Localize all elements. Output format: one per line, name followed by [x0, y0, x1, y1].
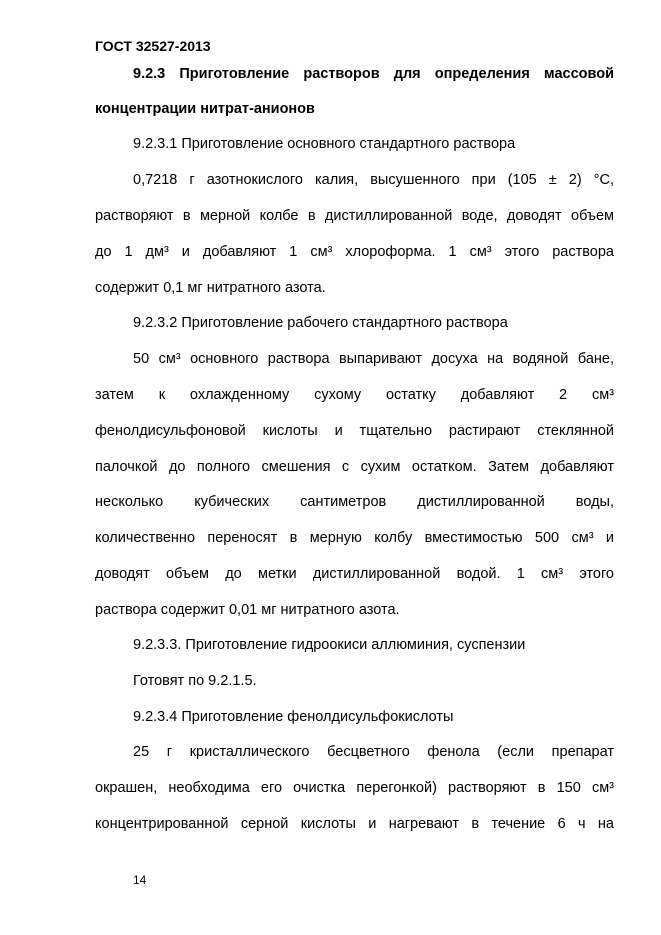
subsection-heading: 9.2.3.3. Приготовление гидроокиси аллюминия, суспензии [133, 637, 526, 653]
paragraph-line: раствора содержит 0,01 мг нитратного азота. [95, 602, 400, 618]
paragraph-line: количественно переносят в мерную колбу вместимостью 500 см³ и [95, 530, 614, 546]
paragraph-line: 50 см³ основного раствора выпаривают досуха на водяной бане, [133, 351, 614, 367]
subsection-heading: 9.2.3.1 Приготовление основного стандартного раствора [133, 136, 516, 152]
page-number: 14 [133, 873, 147, 887]
section-heading-line-2: концентрации нитрат-анионов [95, 101, 315, 117]
paragraph-line: растворяют в мерной колбе в дистиллированной воде, доводят объем [95, 208, 614, 224]
paragraph-line: 0,7218 г азотнокислого калия, высушенного при (105 ± 2) °С, [133, 172, 614, 188]
paragraph-line: до 1 дм³ и добавляют 1 см³ хлороформа. 1 см³ этого раствора [95, 244, 614, 260]
paragraph-line: доводят объем до метки дистиллированной водой. 1 см³ этого [95, 566, 614, 582]
subsection-heading: 9.2.3.4 Приготовление фенолдисульфокислоты [133, 709, 454, 725]
section-heading-line-1: 9.2.3 Приготовление растворов для определения массовой [133, 66, 614, 82]
paragraph-line: затем к охлажденному сухому остатку добавляют 2 см³ [95, 387, 614, 403]
paragraph-line: Готовят по 9.2.1.5. [133, 673, 257, 689]
subsection-heading: 9.2.3.2 Приготовление рабочего стандартного раствора [133, 315, 508, 331]
paragraph-line: палочкой до полного смешения с сухим остатком. Затем добавляют [95, 459, 614, 475]
paragraph-line: фенолдисульфоновой кислоты и тщательно растирают стеклянной [95, 423, 614, 439]
paragraph-line: несколько кубических сантиметров дистиллированной воды, [95, 494, 614, 510]
paragraph-line: 25 г кристаллического бесцветного фенола (если препарат [133, 744, 614, 760]
paragraph-line: окрашен, необходима его очистка перегонкой) растворяют в 150 см³ [95, 780, 614, 796]
document-code: ГОСТ 32527-2013 [95, 38, 211, 54]
paragraph-line: концентрированной серной кислоты и нагревают в течение 6 ч на [95, 816, 614, 832]
paragraph-line: содержит 0,1 мг нитратного азота. [95, 280, 326, 296]
